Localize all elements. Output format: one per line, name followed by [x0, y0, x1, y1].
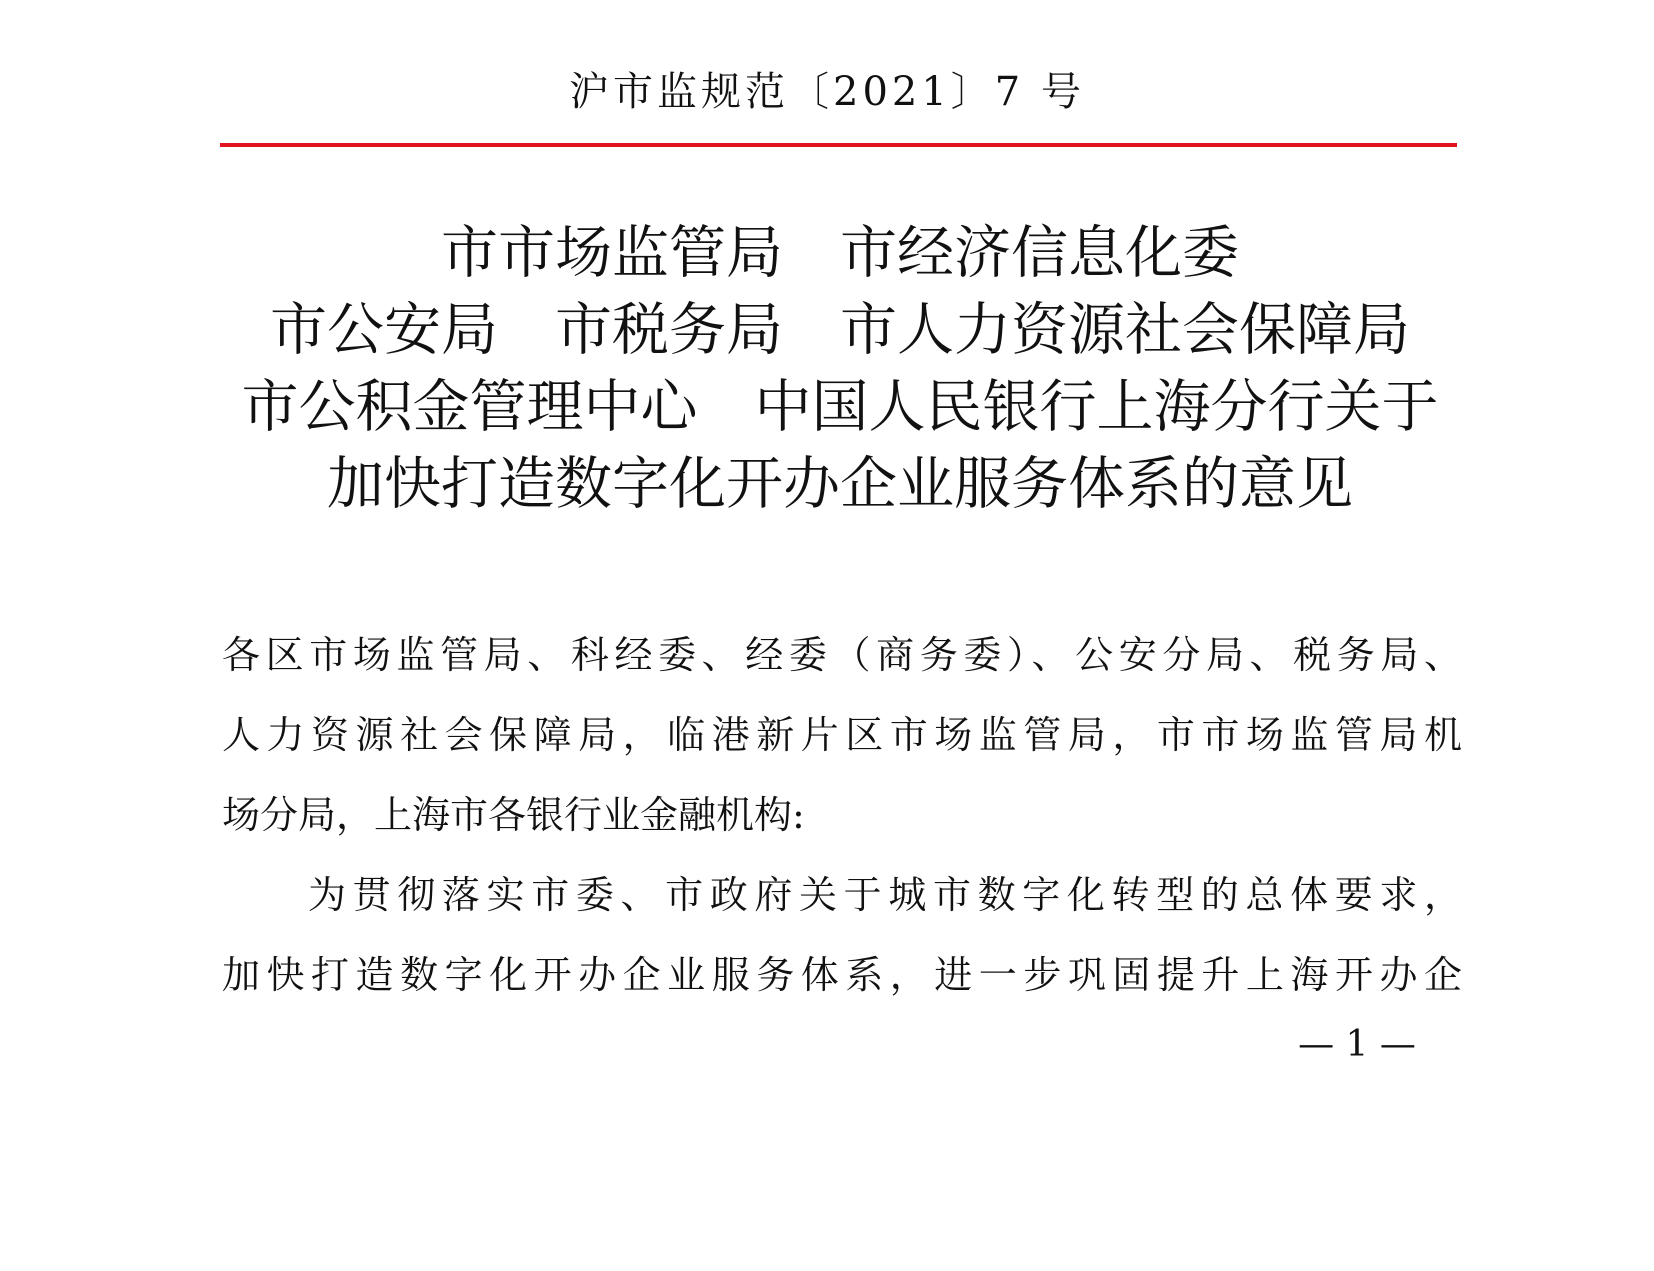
- title-line: 加快打造数字化开办企业服务体系的意见: [327, 451, 1353, 517]
- page-number: — 1 —: [1298, 1024, 1416, 1065]
- body-paragraph-line: 加快打造数字化开办企业服务体系，进一步巩固提升上海开办企: [222, 953, 1462, 997]
- addressee-line: 人力资源社会保障局，临港新片区市场监管局，市市场监管局机: [222, 713, 1462, 757]
- title-line: 市公安局 市税务局 市人力资源社会保障局: [270, 297, 1410, 363]
- document-number: 沪市监规范〔2021〕7 号: [569, 69, 1085, 115]
- addressee-line: 场分局，上海市各银行业金融机构:: [222, 793, 805, 837]
- body-paragraph-line: 为贯彻落实市委、市政府关于城市数字化转型的总体要求，: [308, 873, 1462, 917]
- addressee-line: 各区市场监管局、科经委、经委（商务委）、公安分局、税务局、: [222, 633, 1462, 677]
- document-title: [180, 215, 1500, 523]
- title-line: 市公积金管理中心 中国人民银行上海分行关于: [241, 374, 1439, 440]
- document-body: [222, 615, 1462, 1015]
- title-line: 市市场监管局 市经济信息化委: [441, 220, 1239, 286]
- red-divider-rule: [220, 143, 1457, 147]
